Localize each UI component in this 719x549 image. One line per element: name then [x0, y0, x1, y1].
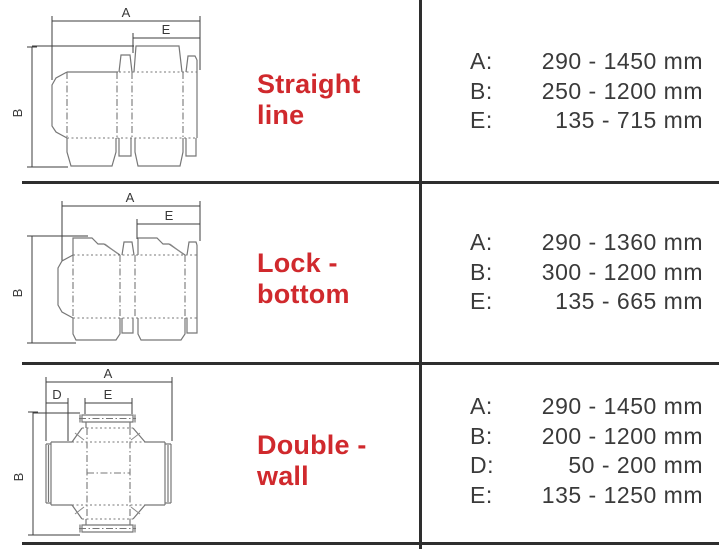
spec-key: E: — [470, 481, 493, 508]
type-label-line: Double - — [257, 430, 367, 460]
dim-label-d: D — [52, 387, 62, 402]
spec-value: 135 - 1250 mm — [541, 481, 703, 508]
spec-row — [420, 422, 719, 452]
spec-value: 135 - 665 mm — [555, 288, 703, 315]
fold-lines — [73, 255, 185, 318]
blank-outline — [58, 238, 197, 340]
spec-row — [420, 287, 719, 317]
spec-row — [420, 47, 719, 77]
spec-row — [420, 451, 719, 481]
spec-row — [420, 228, 719, 258]
fold-lines — [79, 419, 136, 529]
spec-row — [420, 258, 719, 288]
dim-label-a: A — [121, 5, 131, 20]
spec-key: E: — [470, 107, 493, 134]
spec-value: 290 - 1450 mm — [541, 48, 703, 75]
spec-value: 50 - 200 mm — [568, 452, 703, 479]
dim-label-a: A — [125, 190, 135, 205]
spec-row — [420, 77, 719, 107]
spec-key: B: — [470, 77, 493, 104]
spec-key: A: — [470, 393, 493, 420]
type-label-lock-bottom — [257, 248, 417, 310]
type-label-line: bottom — [257, 279, 350, 309]
dim-label-b: B — [11, 472, 26, 482]
spec-key: A: — [470, 48, 493, 75]
spec-value: 135 - 715 mm — [555, 107, 703, 134]
type-label-line: wall — [257, 461, 309, 491]
spec-row — [420, 392, 719, 422]
spec-value: 300 - 1200 mm — [541, 258, 703, 285]
spec-key: D: — [470, 452, 494, 479]
type-label-straight-line — [257, 69, 417, 131]
spec-list-double-wall — [420, 392, 719, 510]
dim-label-e: E — [103, 387, 113, 402]
spec-row — [420, 481, 719, 511]
lock-crease-lines — [105, 244, 183, 254]
spec-row — [420, 106, 719, 136]
fold-lines — [67, 72, 183, 138]
spec-value: 290 - 1450 mm — [541, 393, 703, 420]
type-label-line: Lock - — [257, 248, 338, 278]
lock-bottom-blank-diagram — [0, 183, 240, 361]
type-label-line: Straight — [257, 69, 361, 99]
crease-lines — [72, 428, 145, 519]
straight-line-blank-diagram — [0, 0, 240, 181]
blank-outline — [46, 415, 171, 533]
dim-label-e: E — [161, 22, 171, 37]
dim-label-b: B — [10, 288, 25, 298]
spec-key: B: — [470, 258, 493, 285]
spec-value: 200 - 1200 mm — [541, 422, 703, 449]
spec-list-straight-line — [420, 47, 719, 136]
blank-outline — [52, 46, 197, 166]
spec-value: 290 - 1360 mm — [541, 229, 703, 256]
row-divider-3 — [22, 542, 719, 545]
spec-key: A: — [470, 229, 493, 256]
dim-label-a: A — [103, 366, 113, 381]
spec-value: 250 - 1200 mm — [541, 77, 703, 104]
spec-list-lock-bottom — [420, 228, 719, 317]
type-label-double-wall — [257, 430, 417, 492]
spec-key: E: — [470, 288, 493, 315]
spec-key: B: — [470, 422, 493, 449]
double-wall-blank-diagram — [0, 365, 240, 541]
dim-label-e: E — [164, 208, 174, 223]
dim-label-b: B — [10, 108, 25, 118]
type-label-line: line — [257, 100, 305, 130]
